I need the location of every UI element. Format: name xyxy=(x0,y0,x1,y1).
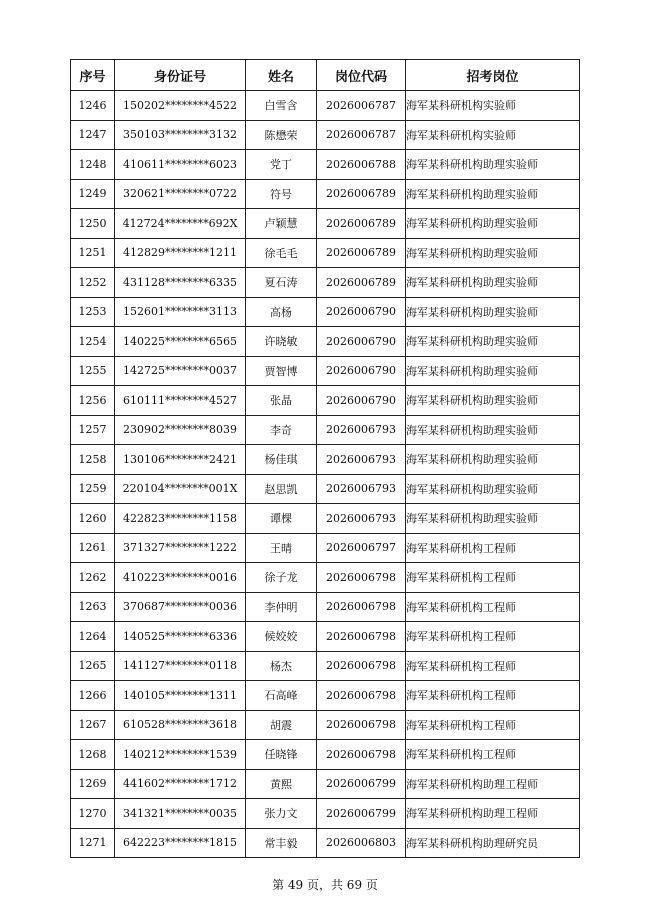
cell-id-number: 230902********8039 xyxy=(115,415,246,445)
table-row xyxy=(71,681,580,711)
table-row xyxy=(71,179,580,209)
cell-name: 徐毛毛 xyxy=(246,238,317,268)
cell-seq: 1260 xyxy=(71,504,115,534)
cell-post: 海军某科研机构工程师 xyxy=(406,740,580,770)
table-row xyxy=(71,238,580,268)
cell-post-code: 2026006788 xyxy=(317,150,406,180)
table-row xyxy=(71,504,580,534)
cell-id-number: 341321********0035 xyxy=(115,799,246,829)
cell-post: 海军某科研机构助理工程师 xyxy=(406,799,580,829)
header-post: 招考岗位 xyxy=(406,60,580,91)
cell-post: 海军某科研机构实验师 xyxy=(406,91,580,121)
cell-seq: 1262 xyxy=(71,563,115,593)
header-post-code: 岗位代码 xyxy=(317,60,406,91)
cell-post: 海军某科研机构实验师 xyxy=(406,120,580,150)
cell-post-code: 2026006790 xyxy=(317,327,406,357)
cell-name: 党丁 xyxy=(246,150,317,180)
table-row xyxy=(71,297,580,327)
cell-post-code: 2026006790 xyxy=(317,356,406,386)
cell-seq: 1253 xyxy=(71,297,115,327)
table-row xyxy=(71,622,580,652)
header-id-number: 身份证号 xyxy=(115,60,246,91)
cell-post: 海军某科研机构助理实验师 xyxy=(406,415,580,445)
table-row xyxy=(71,533,580,563)
header-seq: 序号 xyxy=(71,60,115,91)
cell-seq: 1252 xyxy=(71,268,115,298)
cell-name: 李奇 xyxy=(246,415,317,445)
cell-post-code: 2026006803 xyxy=(317,828,406,858)
cell-id-number: 371327********1222 xyxy=(115,533,246,563)
cell-post-code: 2026006798 xyxy=(317,710,406,740)
cell-post: 海军某科研机构工程师 xyxy=(406,592,580,622)
cell-name: 夏石涛 xyxy=(246,268,317,298)
table-row xyxy=(71,356,580,386)
cell-id-number: 140212********1539 xyxy=(115,740,246,770)
cell-name: 常丰毅 xyxy=(246,828,317,858)
cell-id-number: 142725********0037 xyxy=(115,356,246,386)
cell-name: 陈懋荣 xyxy=(246,120,317,150)
table-row xyxy=(71,415,580,445)
table-row xyxy=(71,327,580,357)
cell-seq: 1267 xyxy=(71,710,115,740)
cell-id-number: 610528********3618 xyxy=(115,710,246,740)
cell-name: 黄熙 xyxy=(246,769,317,799)
cell-post-code: 2026006793 xyxy=(317,504,406,534)
table-row xyxy=(71,150,580,180)
table-row xyxy=(71,91,580,121)
cell-id-number: 350103********3132 xyxy=(115,120,246,150)
cell-name: 赵思凯 xyxy=(246,474,317,504)
cell-name: 李仲明 xyxy=(246,592,317,622)
cell-name: 任晓锋 xyxy=(246,740,317,770)
header-row xyxy=(71,60,580,91)
table-row xyxy=(71,769,580,799)
cell-post: 海军某科研机构工程师 xyxy=(406,533,580,563)
cell-post: 海军某科研机构助理实验师 xyxy=(406,386,580,416)
cell-post-code: 2026006798 xyxy=(317,592,406,622)
cell-id-number: 441602********1712 xyxy=(115,769,246,799)
cell-seq: 1270 xyxy=(71,799,115,829)
cell-name: 石高峰 xyxy=(246,681,317,711)
cell-post: 海军某科研机构助理实验师 xyxy=(406,297,580,327)
cell-id-number: 412829********1211 xyxy=(115,238,246,268)
cell-post-code: 2026006798 xyxy=(317,681,406,711)
cell-id-number: 410223********0016 xyxy=(115,563,246,593)
cell-post-code: 2026006789 xyxy=(317,209,406,239)
cell-post: 海军某科研机构助理实验师 xyxy=(406,150,580,180)
cell-post-code: 2026006799 xyxy=(317,799,406,829)
cell-post-code: 2026006789 xyxy=(317,238,406,268)
cell-seq: 1263 xyxy=(71,592,115,622)
cell-post: 海军某科研机构助理实验师 xyxy=(406,474,580,504)
cell-seq: 1259 xyxy=(71,474,115,504)
cell-post: 海军某科研机构助理工程师 xyxy=(406,769,580,799)
cell-post-code: 2026006798 xyxy=(317,622,406,652)
cell-post-code: 2026006790 xyxy=(317,386,406,416)
cell-seq: 1255 xyxy=(71,356,115,386)
cell-post: 海军某科研机构助理实验师 xyxy=(406,268,580,298)
cell-post-code: 2026006789 xyxy=(317,179,406,209)
cell-post: 海军某科研机构助理实验师 xyxy=(406,356,580,386)
cell-seq: 1248 xyxy=(71,150,115,180)
cell-post-code: 2026006793 xyxy=(317,474,406,504)
cell-post: 海军某科研机构助理研究员 xyxy=(406,828,580,858)
cell-post-code: 2026006799 xyxy=(317,769,406,799)
cell-name: 贾智博 xyxy=(246,356,317,386)
cell-id-number: 412724********692X xyxy=(115,209,246,239)
table-row xyxy=(71,651,580,681)
table-row xyxy=(71,386,580,416)
table-header xyxy=(71,60,580,91)
cell-seq: 1256 xyxy=(71,386,115,416)
cell-name: 张晶 xyxy=(246,386,317,416)
cell-id-number: 370687********0036 xyxy=(115,592,246,622)
cell-id-number: 431128********6335 xyxy=(115,268,246,298)
cell-name: 许晓敏 xyxy=(246,327,317,357)
cell-seq: 1246 xyxy=(71,91,115,121)
cell-post: 海军某科研机构工程师 xyxy=(406,681,580,711)
cell-post: 海军某科研机构助理实验师 xyxy=(406,445,580,475)
cell-post-code: 2026006787 xyxy=(317,91,406,121)
cell-post-code: 2026006798 xyxy=(317,651,406,681)
cell-seq: 1250 xyxy=(71,209,115,239)
header-name: 姓名 xyxy=(246,60,317,91)
table-body xyxy=(71,91,580,858)
cell-id-number: 140525********6336 xyxy=(115,622,246,652)
cell-post-code: 2026006790 xyxy=(317,297,406,327)
table-row xyxy=(71,209,580,239)
cell-name: 张力文 xyxy=(246,799,317,829)
cell-post: 海军某科研机构助理实验师 xyxy=(406,238,580,268)
table-row xyxy=(71,120,580,150)
cell-seq: 1251 xyxy=(71,238,115,268)
cell-post-code: 2026006798 xyxy=(317,740,406,770)
cell-name: 高杨 xyxy=(246,297,317,327)
cell-name: 杨佳琪 xyxy=(246,445,317,475)
table-row xyxy=(71,268,580,298)
cell-name: 候姣姣 xyxy=(246,622,317,652)
cell-post: 海军某科研机构助理实验师 xyxy=(406,504,580,534)
cell-id-number: 141127********0118 xyxy=(115,651,246,681)
cell-name: 胡震 xyxy=(246,710,317,740)
cell-name: 符号 xyxy=(246,179,317,209)
cell-seq: 1269 xyxy=(71,769,115,799)
cell-name: 杨杰 xyxy=(246,651,317,681)
cell-name: 白雪含 xyxy=(246,91,317,121)
cell-post-code: 2026006789 xyxy=(317,268,406,298)
cell-name: 王晴 xyxy=(246,533,317,563)
cell-id-number: 642223********1815 xyxy=(115,828,246,858)
cell-id-number: 320621********0722 xyxy=(115,179,246,209)
cell-id-number: 140105********1311 xyxy=(115,681,246,711)
cell-post-code: 2026006787 xyxy=(317,120,406,150)
cell-name: 卢颖慧 xyxy=(246,209,317,239)
cell-seq: 1247 xyxy=(71,120,115,150)
roster-table xyxy=(70,59,580,858)
cell-post: 海军某科研机构助理实验师 xyxy=(406,179,580,209)
cell-id-number: 140225********6565 xyxy=(115,327,246,357)
cell-post: 海军某科研机构助理实验师 xyxy=(406,327,580,357)
table-row xyxy=(71,474,580,504)
cell-seq: 1271 xyxy=(71,828,115,858)
table-row xyxy=(71,828,580,858)
cell-post: 海军某科研机构工程师 xyxy=(406,622,580,652)
table-row xyxy=(71,740,580,770)
cell-name: 徐子龙 xyxy=(246,563,317,593)
cell-id-number: 150202********4522 xyxy=(115,91,246,121)
cell-id-number: 220104********001X xyxy=(115,474,246,504)
page-footer: 第 49 页，共 69 页 xyxy=(272,878,378,892)
cell-post-code: 2026006793 xyxy=(317,415,406,445)
cell-seq: 1257 xyxy=(71,415,115,445)
cell-id-number: 610111********4527 xyxy=(115,386,246,416)
cell-post: 海军某科研机构工程师 xyxy=(406,563,580,593)
cell-seq: 1254 xyxy=(71,327,115,357)
table-row xyxy=(71,563,580,593)
cell-seq: 1261 xyxy=(71,533,115,563)
cell-seq: 1264 xyxy=(71,622,115,652)
table-row xyxy=(71,710,580,740)
table-row xyxy=(71,592,580,622)
cell-id-number: 422823********1158 xyxy=(115,504,246,534)
cell-post: 海军某科研机构工程师 xyxy=(406,710,580,740)
table-row xyxy=(71,799,580,829)
cell-post-code: 2026006798 xyxy=(317,563,406,593)
cell-seq: 1265 xyxy=(71,651,115,681)
cell-post: 海军某科研机构助理实验师 xyxy=(406,209,580,239)
cell-id-number: 410611********6023 xyxy=(115,150,246,180)
cell-seq: 1266 xyxy=(71,681,115,711)
cell-seq: 1268 xyxy=(71,740,115,770)
cell-seq: 1258 xyxy=(71,445,115,475)
cell-seq: 1249 xyxy=(71,179,115,209)
cell-post: 海军某科研机构工程师 xyxy=(406,651,580,681)
cell-name: 谭棵 xyxy=(246,504,317,534)
cell-id-number: 152601********3113 xyxy=(115,297,246,327)
table-row xyxy=(71,445,580,475)
cell-post-code: 2026006797 xyxy=(317,533,406,563)
cell-post-code: 2026006793 xyxy=(317,445,406,475)
cell-id-number: 130106********2421 xyxy=(115,445,246,475)
